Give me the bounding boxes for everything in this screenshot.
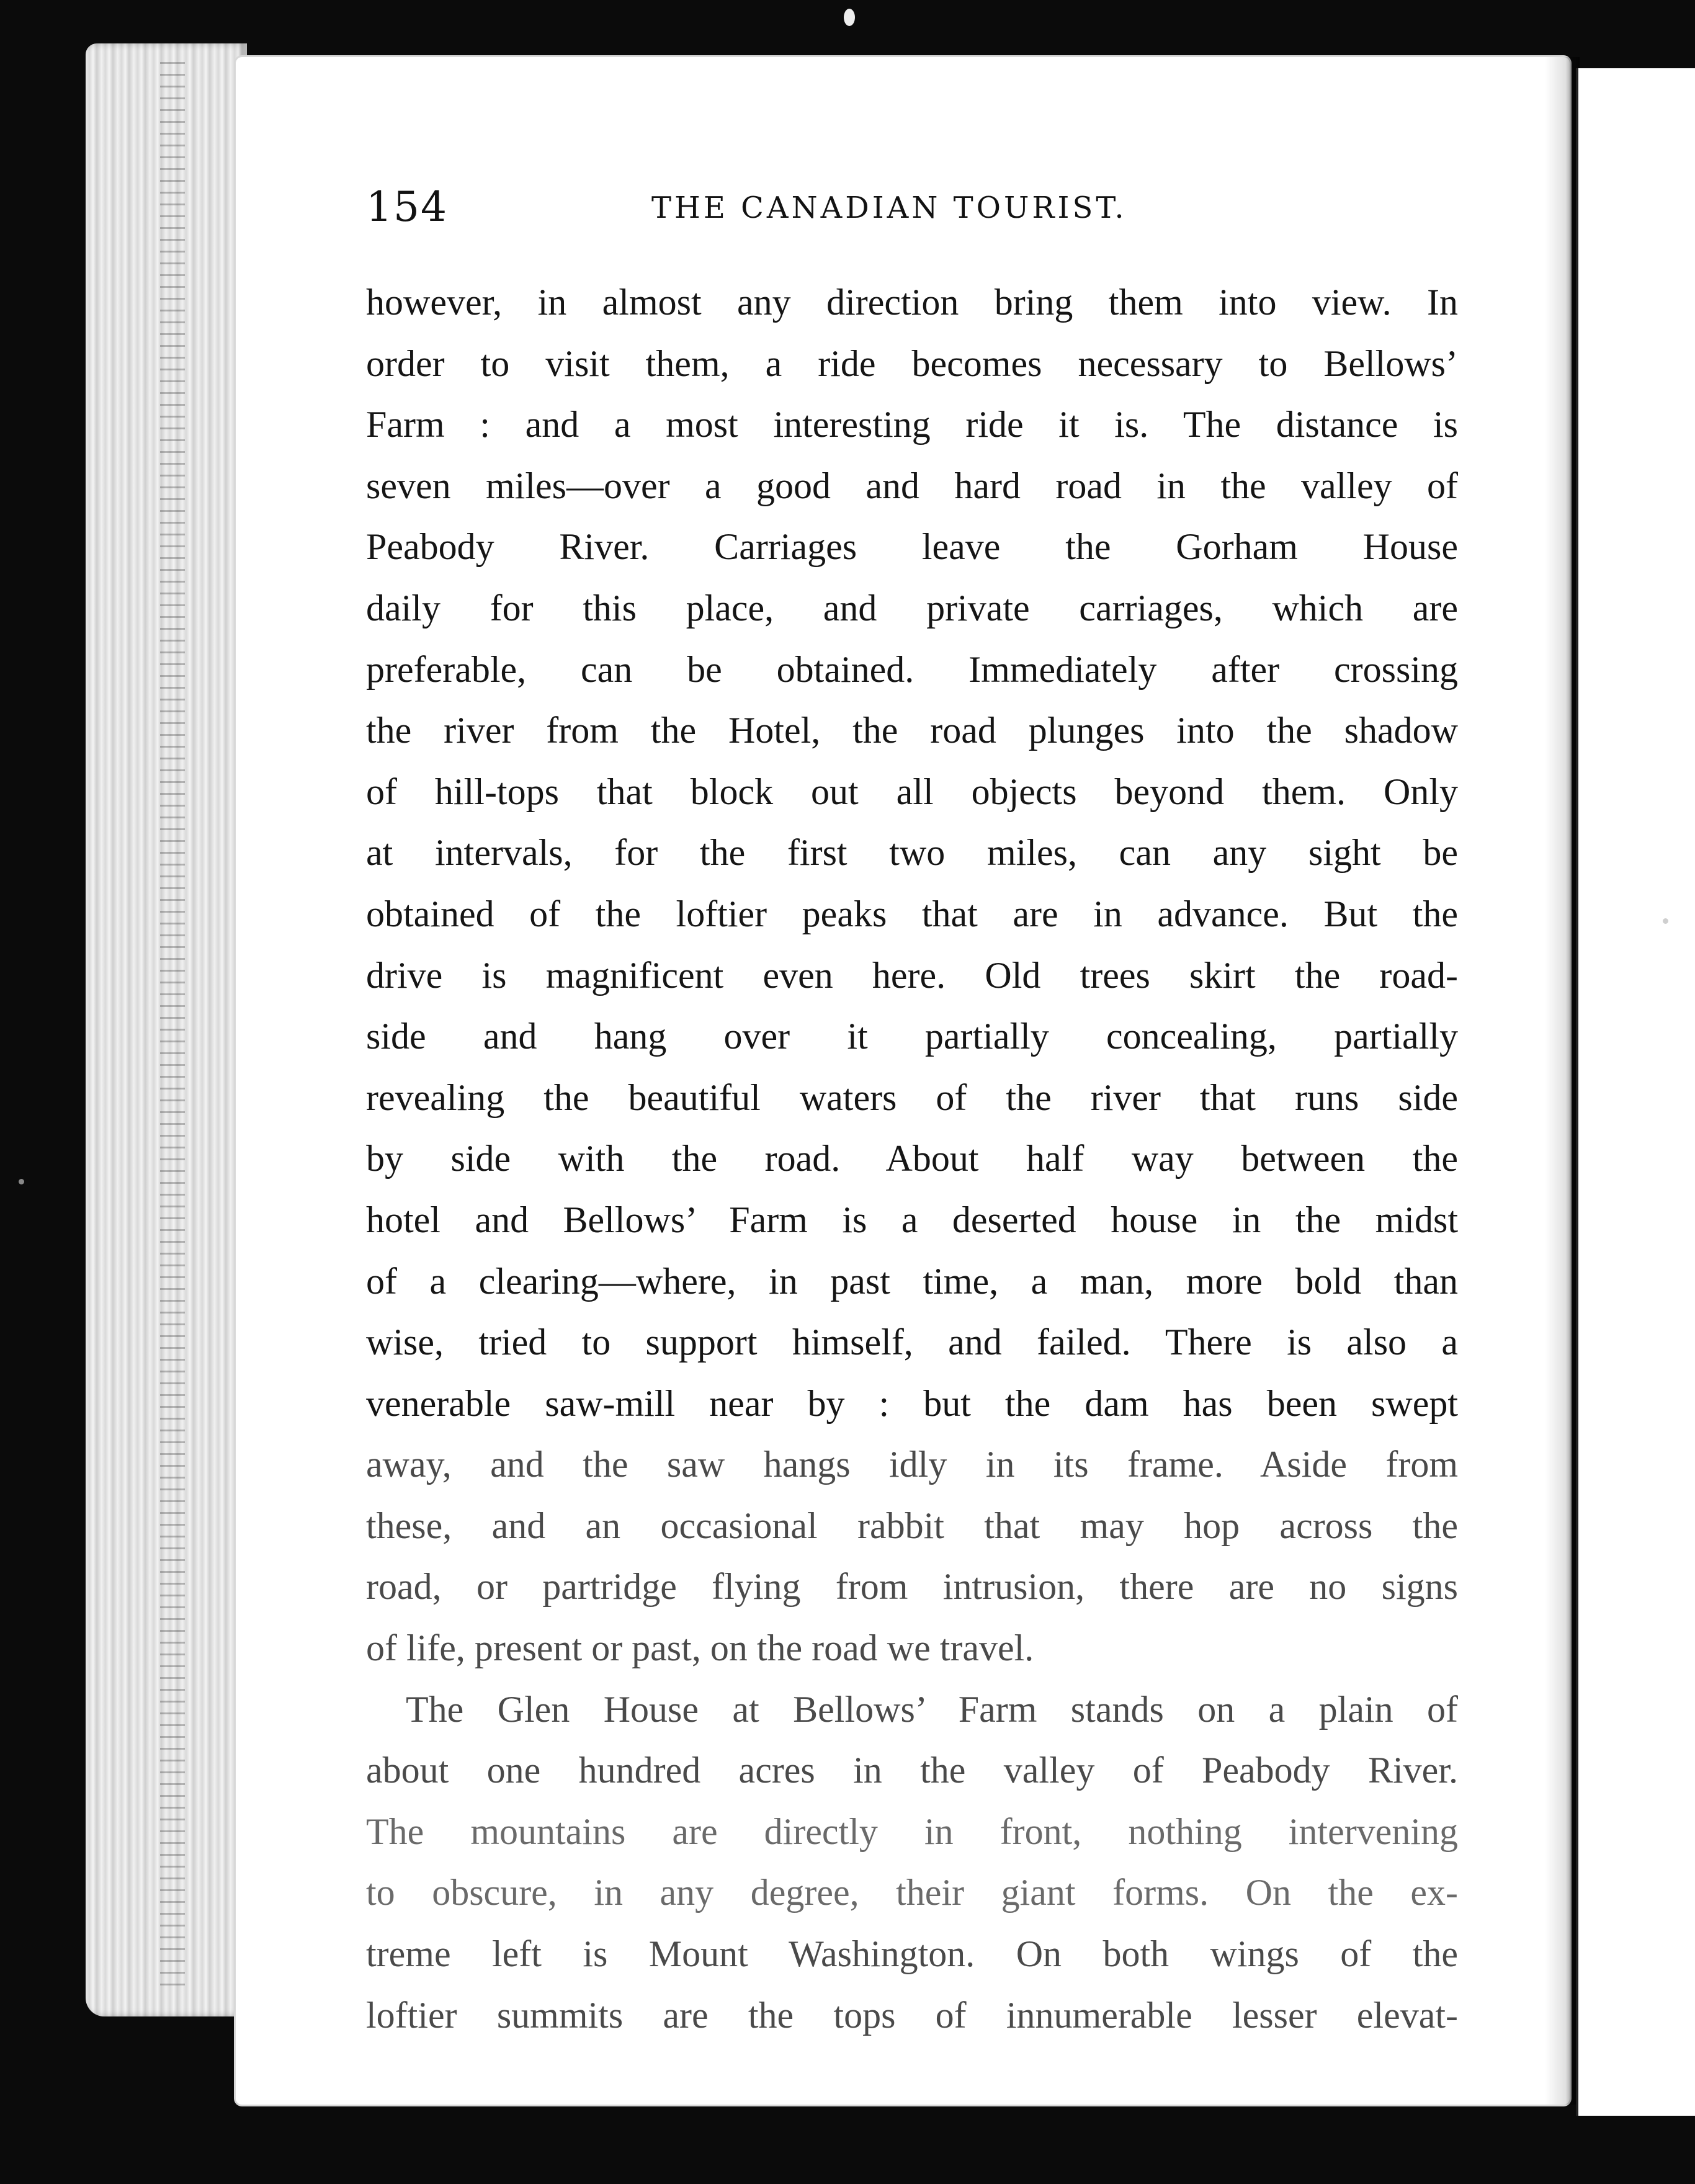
paragraph-1	[366, 272, 1458, 1679]
text-line: The mountains are directly in front, nothing intervening	[366, 1810, 1458, 1852]
body-text	[366, 272, 1458, 2046]
text-line: loftier summits are the tops of innumerable lesser elevat-	[366, 1994, 1458, 2036]
stacked-page-edges	[86, 43, 247, 2016]
text-line: however, in almost any direction bring them into view. In	[366, 282, 1458, 323]
text-line: hotel and Bellows’ Farm is a deserted house in the midst	[366, 1199, 1458, 1240]
text-line: order to visit them, a ride becomes necessary to Bellows’	[366, 342, 1458, 384]
running-title: THE CANADIAN TOURIST.	[651, 190, 1127, 225]
paragraph-2	[366, 1679, 1458, 2046]
text-line: road, or partridge flying from intrusion, there are no signs	[366, 1566, 1458, 1608]
gutter-shadow	[1545, 57, 1580, 2105]
text-line: of life, present or past, on the road we travel.	[366, 1627, 1034, 1669]
text-line: of a clearing—where, in past time, a man, more bold than	[366, 1260, 1458, 1302]
scan-speck	[844, 9, 855, 26]
text-line: Peabody River. Carriages leave the Gorham House	[366, 526, 1458, 568]
text-line: preferable, can be obtained. Immediately after crossing	[366, 648, 1458, 690]
text-line: drive is magnificent even here. Old trees skirt the road-	[366, 954, 1458, 996]
scan-speck	[19, 1179, 24, 1184]
text-line: treme left is Mount Washington. On both wings of the	[366, 1933, 1458, 1975]
text-line: by side with the road. About half way between the	[366, 1138, 1458, 1179]
text-line: side and hang over it partially concealing, partially	[366, 1016, 1458, 1057]
text-line: these, and an occasional rabbit that may hop across the	[366, 1505, 1458, 1546]
text-line: obtained of the loftier peaks that are in advance. But the	[366, 893, 1458, 934]
text-line: away, and the saw hangs idly in its frame. Aside from	[366, 1444, 1458, 1485]
page-number: 154	[366, 183, 448, 231]
scan-speck	[1663, 918, 1668, 924]
text-line: venerable saw-mill near by : but the dam has been swept	[366, 1382, 1458, 1424]
text-line: daily for this place, and private carriages, which are	[366, 587, 1458, 629]
text-line: The Glen House at Bellows’ Farm stands on a plain of	[406, 1688, 1458, 1730]
text-line: at intervals, for the first two miles, can any sight be	[366, 832, 1458, 874]
text-line: seven miles—over a good and hard road in the valley of	[366, 465, 1458, 506]
text-line: wise, tried to support himself, and failed. There is also a	[366, 1322, 1458, 1363]
facing-page-edge	[1576, 68, 1695, 2116]
text-line: about one hundred acres in the valley of Peabody River.	[366, 1750, 1458, 1791]
text-line: to obscure, in any degree, their giant forms. On the ex-	[366, 1872, 1458, 1913]
page-header	[366, 183, 1458, 239]
text-line: revealing the beautiful waters of the river that runs side	[366, 1076, 1458, 1118]
text-line: the river from the Hotel, the road plunges into the shadow	[366, 710, 1458, 751]
text-line: of hill-tops that block out all objects beyond them. Only	[366, 771, 1458, 812]
text-line: Farm : and a most interesting ride it is. The distance is	[366, 404, 1458, 445]
